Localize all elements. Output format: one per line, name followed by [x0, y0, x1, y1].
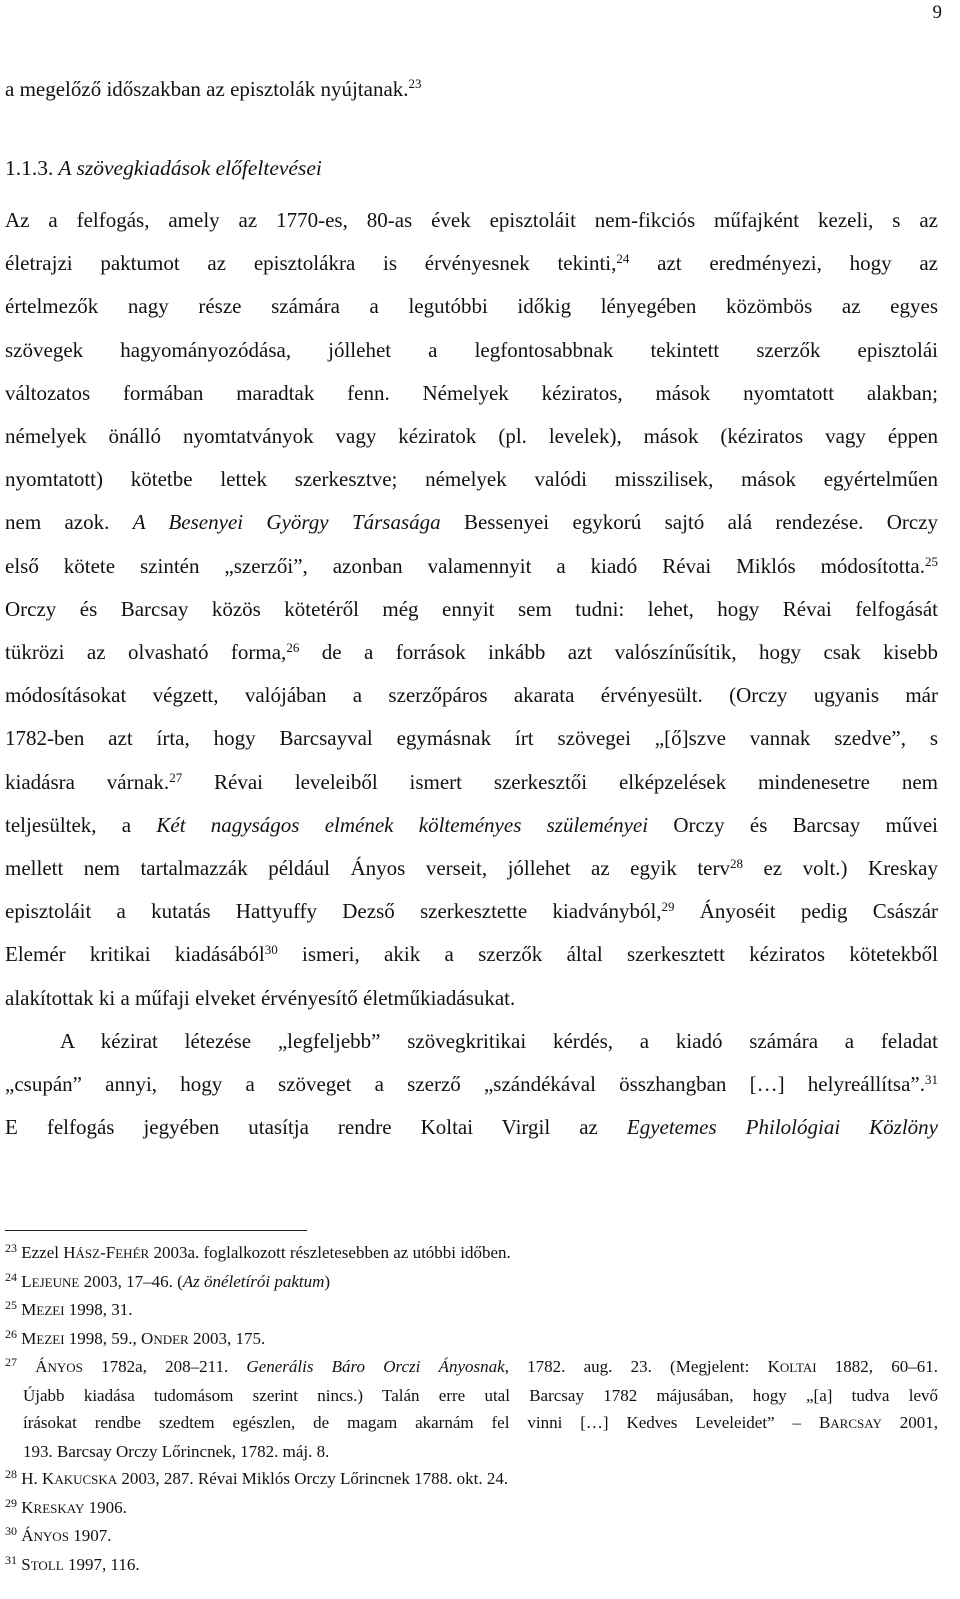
footnote-23: [5, 1239, 938, 1268]
author-initial: M: [21, 1300, 37, 1319]
author-initial: B: [818, 1413, 831, 1432]
text-line: Orczy és Barcsay közös kötetéről még ennyit sem tudni: lehet, hogy Révai felfogását: [5, 596, 938, 621]
text-line: [5, 242, 938, 285]
footnote-27: [5, 1353, 938, 1382]
footnote-30: [5, 1522, 938, 1551]
author-initial: K: [42, 1469, 55, 1488]
text-line: A kézirat létezése „legfeljebb” szövegkritikai kérdés, a kiadó számára a feladat: [60, 1028, 938, 1053]
fn-text: 2001,: [881, 1413, 939, 1432]
author-initial: S: [21, 1554, 31, 1574]
section-number: 1.1.3.: [5, 156, 54, 180]
text-span: kiadásra várnak.: [5, 769, 170, 794]
fn-text: 1906.: [84, 1497, 127, 1517]
footnote-25: [5, 1296, 938, 1325]
text-span: ez volt.) Kreskay: [763, 856, 939, 881]
footnote-number: 27: [5, 1355, 17, 1369]
footnote-27-line: Újabb kiadása tudomásom szerint nincs.) Talán erre utal Barcsay 1782 májusában, hogy „[a] tudva levő: [23, 1385, 938, 1405]
italic-title: Generális Báro Orczi Ányosnak: [246, 1357, 505, 1376]
text-line: [5, 631, 938, 674]
text-span: Bessenyei egykorú sajtó alá rendezése. Orczy: [463, 510, 939, 535]
footnote-31: [5, 1551, 938, 1580]
fn-text: 2003, 287. Révai Miklós Orczy Lőrincnek 1788. okt. 24.: [117, 1469, 509, 1488]
author-smallcaps: RESKAY: [33, 1500, 85, 1516]
text-span: Orczy és Barcsay művei: [673, 812, 938, 837]
paragraph-1: [5, 199, 938, 1020]
text-line: módosításokat végzett, valójában a szerzőpáros akarata érvényesült. (Orczy ugyanis már: [5, 683, 938, 708]
footnote-27-line: [5, 1409, 938, 1438]
footnote-number: 24: [5, 1269, 17, 1284]
footnote-number: 31: [5, 1552, 17, 1567]
text-span: ismeri, akik a szerzők által szerkesztett kéziratos kötetekből: [302, 942, 939, 967]
intro-line: [5, 72, 938, 106]
text-line: [5, 847, 938, 890]
author-smallcaps: OLTAI: [779, 1360, 817, 1375]
fn-text: 1782a, 208–211.: [82, 1357, 247, 1376]
footnote-29: [5, 1494, 938, 1523]
footnote-ref: 29: [661, 899, 675, 915]
author-smallcaps: AKUCSKA: [54, 1472, 118, 1487]
fn-text: -: [100, 1243, 106, 1262]
text-line: értelmezők nagy része számára a legutóbbi időkig lényegében közömbös az egyes: [5, 294, 938, 319]
author-smallcaps: NDER: [153, 1331, 189, 1347]
author-smallcaps: ÁSZ: [75, 1246, 101, 1261]
fn-text: H.: [21, 1469, 43, 1488]
author-initial: F: [105, 1243, 116, 1262]
text-span: Révai leveleiből ismert szerkesztői elképzelések mindenesetre nem: [214, 769, 938, 794]
intro-text: a megelőző időszakban az episztolák nyújtanak.: [5, 77, 409, 101]
italic-title: Egyetemes Philológiai Közlöny: [626, 1115, 939, 1140]
fn-text: ): [324, 1271, 331, 1291]
author-initial: H: [63, 1243, 76, 1262]
fn-text: írásokat rendbe szedtem egészlen, de magam akarnám fel vinni […] Kedves Leveleidet” –: [23, 1413, 819, 1432]
author-smallcaps: TOLL: [30, 1557, 64, 1573]
text-line: [5, 890, 938, 933]
text-span: Elemér kritikai kiadásából: [5, 942, 265, 967]
fn-text: 1997, 116.: [63, 1554, 140, 1574]
footnote-ref: 23: [408, 76, 422, 91]
fn-text: 1998, 31.: [64, 1300, 133, 1319]
author-initial: O: [141, 1328, 154, 1348]
fn-text: 2003, 17–46. (: [79, 1271, 183, 1291]
text-line: [5, 804, 938, 847]
footnote-number: 23: [5, 1241, 17, 1255]
text-line: [5, 933, 938, 976]
text-span: Ányoséit pedig Császár: [699, 899, 939, 924]
author-smallcaps: NYOS: [33, 1529, 69, 1544]
fn-text: 2003a. foglalkozott részletesebben az utóbbi időben.: [149, 1243, 511, 1262]
footnote-ref: 24: [616, 251, 630, 267]
footnote-26: [5, 1325, 938, 1354]
footnote-divider: [5, 1230, 307, 1231]
text-line: 1782-ben azt írta, hogy Barcsayval egymásnak írt szövegei „[ő]szve vannak szedve”, s: [5, 726, 938, 751]
text-line: [5, 545, 938, 588]
page-number: 9: [932, 2, 942, 23]
author-initial: L: [21, 1271, 32, 1291]
fn-text: 1907.: [68, 1526, 112, 1545]
text-span: nem azok.: [5, 510, 110, 535]
text-line: alakítottak ki a műfaji elveket érvényesítő életműkiadásukat.: [5, 985, 516, 1010]
footnote-28: [5, 1465, 938, 1494]
section-title: A szövegkiadások előfeltevései: [58, 156, 322, 180]
section-heading: [5, 156, 938, 181]
fn-text: , 1782. aug. 23. (Megjelent:: [504, 1357, 768, 1376]
text-line: [5, 1063, 938, 1106]
text-span: E felfogás jegyében utasítja rendre Koltai Virgil az: [5, 1115, 598, 1140]
text-span: teljesültek, a: [5, 812, 132, 837]
author-initial: Á: [35, 1357, 48, 1376]
italic-title: A Besenyei György Társasága: [132, 510, 441, 535]
text-span: első kötete szintén „szerzői”, azonban valamennyit a kiadó Révai Miklós módosította.: [5, 553, 925, 578]
main-text: [5, 72, 938, 1149]
text-line: [5, 1106, 938, 1149]
italic-title: Az önéletírói paktum: [182, 1271, 325, 1291]
footnote-number: 25: [5, 1298, 17, 1312]
footnote-ref: 27: [169, 769, 183, 785]
footnote-ref: 25: [925, 553, 938, 569]
text-line: változatos formában maradtak fenn. Némelyek kéziratos, mások nyomtatott alakban;: [5, 380, 938, 405]
text-line: némelyek önálló nyomtatványok vagy kéziratok (pl. levelek), mások (kéziratos vagy éppen: [5, 424, 938, 449]
footnote-number: 29: [5, 1495, 17, 1510]
text-span: életrajzi paktumot az episztolákra is érvényesnek tekinti,: [5, 251, 617, 276]
text-line: [5, 501, 938, 544]
text-line: szövegek hagyományozódása, jóllehet a legfontosabbnak tekintett szerzők episztolái: [5, 337, 938, 362]
text-span: azt eredményezi, hogy az: [657, 251, 938, 276]
italic-title: Két nagyságos elmének költeményes szüleményei: [156, 812, 649, 837]
footnote-number: 30: [5, 1524, 17, 1538]
author-initial: M: [21, 1328, 37, 1348]
paragraph-2: [5, 1020, 938, 1150]
fn-text: 2003, 175.: [188, 1328, 266, 1348]
text-span: episztoláit a kutatás Hattyuffy Dezső szerkesztette kiadványból,: [5, 899, 662, 924]
footnotes: [5, 1239, 938, 1579]
author-smallcaps: EJEUNE: [31, 1274, 80, 1290]
text-span: tükrözi az olvasható forma,: [5, 640, 287, 665]
text-span: „csupán” annyi, hogy a szöveget a szerző „szándékával összhangban […] helyreállítsa”.: [5, 1072, 925, 1097]
footnote-ref: 26: [286, 640, 300, 656]
footnote-number: 28: [5, 1467, 17, 1481]
text-span: mellett nem tartalmazzák például Ányos verseit, jóllehet az egyik terv: [5, 856, 730, 881]
footnote-number: 26: [5, 1326, 17, 1341]
footnote-ref: 28: [729, 856, 743, 872]
author-smallcaps: ARCSAY: [830, 1416, 882, 1431]
author-smallcaps: NYOS: [47, 1360, 83, 1375]
footnote-27-line: 193. Barcsay Orczy Lőrincnek, 1782. máj. 8.: [23, 1441, 330, 1461]
fn-text: 1882, 60–61.: [816, 1357, 939, 1376]
author-initial: Á: [21, 1526, 34, 1545]
footnote-ref: 31: [925, 1072, 938, 1088]
author-smallcaps: EZEI: [36, 1303, 65, 1318]
text-line: [5, 761, 938, 804]
author-initial: K: [21, 1497, 34, 1517]
text-span: de a források inkább azt valószínűsítik, hogy csak kisebb: [321, 640, 939, 665]
fn-text: 1998, 59.,: [64, 1328, 142, 1348]
footnote-ref: 30: [264, 942, 278, 958]
author-smallcaps: EZEI: [36, 1331, 65, 1347]
author-initial: K: [767, 1357, 780, 1376]
footnote-24: [5, 1268, 938, 1297]
fn-text: Ezzel: [21, 1243, 64, 1262]
text-line: nyomtatott) kötetbe lettek szerkesztve; némelyek valódi misszilisek, mások egyértelműen: [5, 467, 938, 492]
text-line: Az a felfogás, amely az 1770-es, 80-as évek episztoláit nem-fikciós műfajként kezeli, s az: [5, 208, 938, 232]
author-smallcaps: EHÉR: [115, 1246, 150, 1261]
